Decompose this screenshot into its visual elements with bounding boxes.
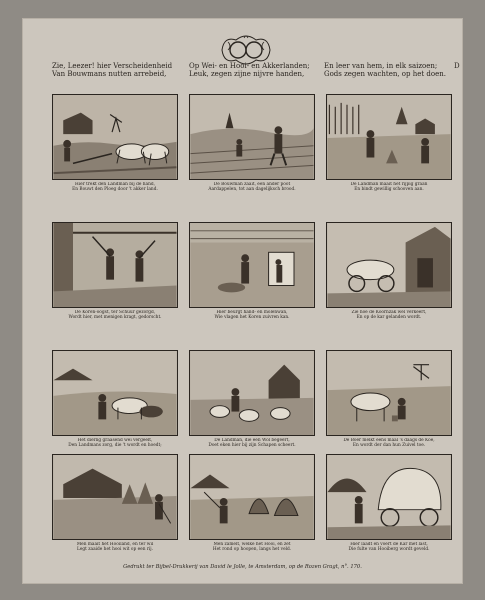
caption-line: Hier beurgt hand- en molenwan, — [216, 310, 288, 315]
caption-line: En op de kar gelanden wordt. — [356, 315, 422, 320]
caption-line: Men zamelt, welke het Hooi, en zet — [213, 542, 291, 547]
panel-caption — [326, 542, 452, 552]
panel-caption — [189, 542, 315, 552]
haystack-woodcut-icon — [189, 454, 315, 540]
cart-woodcut-icon — [326, 222, 452, 308]
caption-line: De Landman, die een Wol begeert, — [214, 438, 290, 443]
panel-caption — [52, 542, 178, 552]
caption-line: Hier laadt en voert de Kar met last, — [350, 542, 428, 547]
milking-woodcut-icon — [326, 350, 452, 436]
panel-caption — [52, 310, 178, 320]
verse-column-1 — [52, 62, 172, 78]
mowing-woodcut-icon — [52, 454, 178, 540]
verse-line: Op Wei- en Hooi- en Akkerlanden; — [189, 62, 310, 70]
caption-line: De Boer melkt eens maal 's daags de Koe, — [343, 438, 435, 443]
caption-line: Aardappelen, tot aan dagelijksch brood. — [208, 187, 296, 192]
caption-line: Wie vlagen het Koren zuivren kan. — [214, 315, 290, 320]
caption-line: Den Landmans zorg, die 't wordt en hoedt; — [68, 443, 162, 448]
panel-caption — [189, 438, 315, 448]
caption-line: De Koren-oogst, ter Schuur gezorgd, — [74, 310, 156, 315]
sheet-marker: D — [454, 62, 460, 70]
caption-line: Hier trekt den Landman bij de hand, — [75, 182, 155, 187]
panel-caption — [52, 182, 178, 192]
panel-caption — [326, 182, 452, 192]
verse-column-2 — [189, 62, 310, 78]
ploughing-woodcut-icon — [52, 94, 178, 180]
verse-column-3 — [324, 62, 446, 78]
threshing-woodcut-icon — [52, 222, 178, 308]
grazing-woodcut-icon — [52, 350, 178, 436]
panel-caption — [52, 438, 178, 448]
verse-line: Van Bouwmans nutten arrebeid, — [52, 70, 167, 78]
caption-line: Zie hoe de Koornzak wel verkeert, — [351, 310, 427, 315]
caption-line: Die fulte van Hooiberg wordt geveld. — [348, 547, 430, 552]
caption-line: Het dierlig graasend wei vergeelt, — [77, 438, 153, 443]
caption-line: Men maait het Hooiland, en ter wil — [76, 542, 154, 547]
caption-line: En bindt gewillig schooven aan. — [354, 187, 424, 192]
print-sheet — [22, 18, 463, 584]
verse-line: Gods zegen wachten, op het doen. — [324, 70, 446, 78]
sheep-woodcut-icon — [189, 350, 315, 436]
caption-line: Wordt hier, met menigen kragt, gedorscht. — [68, 315, 162, 320]
caption-line: Het rond op hoopen, langs het veld. — [212, 547, 292, 552]
verse-line: Zie, Leezer! hier Verscheidenheid — [52, 62, 173, 70]
winnowing-woodcut-icon — [189, 222, 315, 308]
panel-caption — [189, 310, 315, 320]
panel-caption — [189, 182, 315, 192]
caption-line: De Bouwman zaait, een ander poot — [213, 182, 291, 187]
sowing-woodcut-icon — [189, 94, 315, 180]
caption-line: Doet eken hier bij zijn Schapen scheert. — [208, 443, 296, 448]
printer-imprint: Gedrukt ter Bijbel-Drukkerij van David le Jolle, te Amsterdam, op de Rozen Gragt, n°. 170. — [123, 564, 362, 570]
hay-cart-woodcut-icon — [326, 454, 452, 540]
panel-caption — [326, 310, 452, 320]
caption-line: De Landman maait het rijpig graan — [350, 182, 428, 187]
verse-line: En leer van hem, in elk saizoen; — [324, 62, 438, 70]
caption-line: En wordt der dan hun Zuivel toe. — [352, 443, 426, 448]
caption-line: Legt zaaide het hooi wit op een rij. — [77, 547, 153, 552]
reaping-woodcut-icon — [326, 94, 452, 180]
caption-line: En Bouwt den Ploeg door 't akker land. — [72, 187, 158, 192]
verse-line: Leuk, zegen zijne nijvre handen, — [189, 70, 305, 78]
panel-caption — [326, 438, 452, 448]
